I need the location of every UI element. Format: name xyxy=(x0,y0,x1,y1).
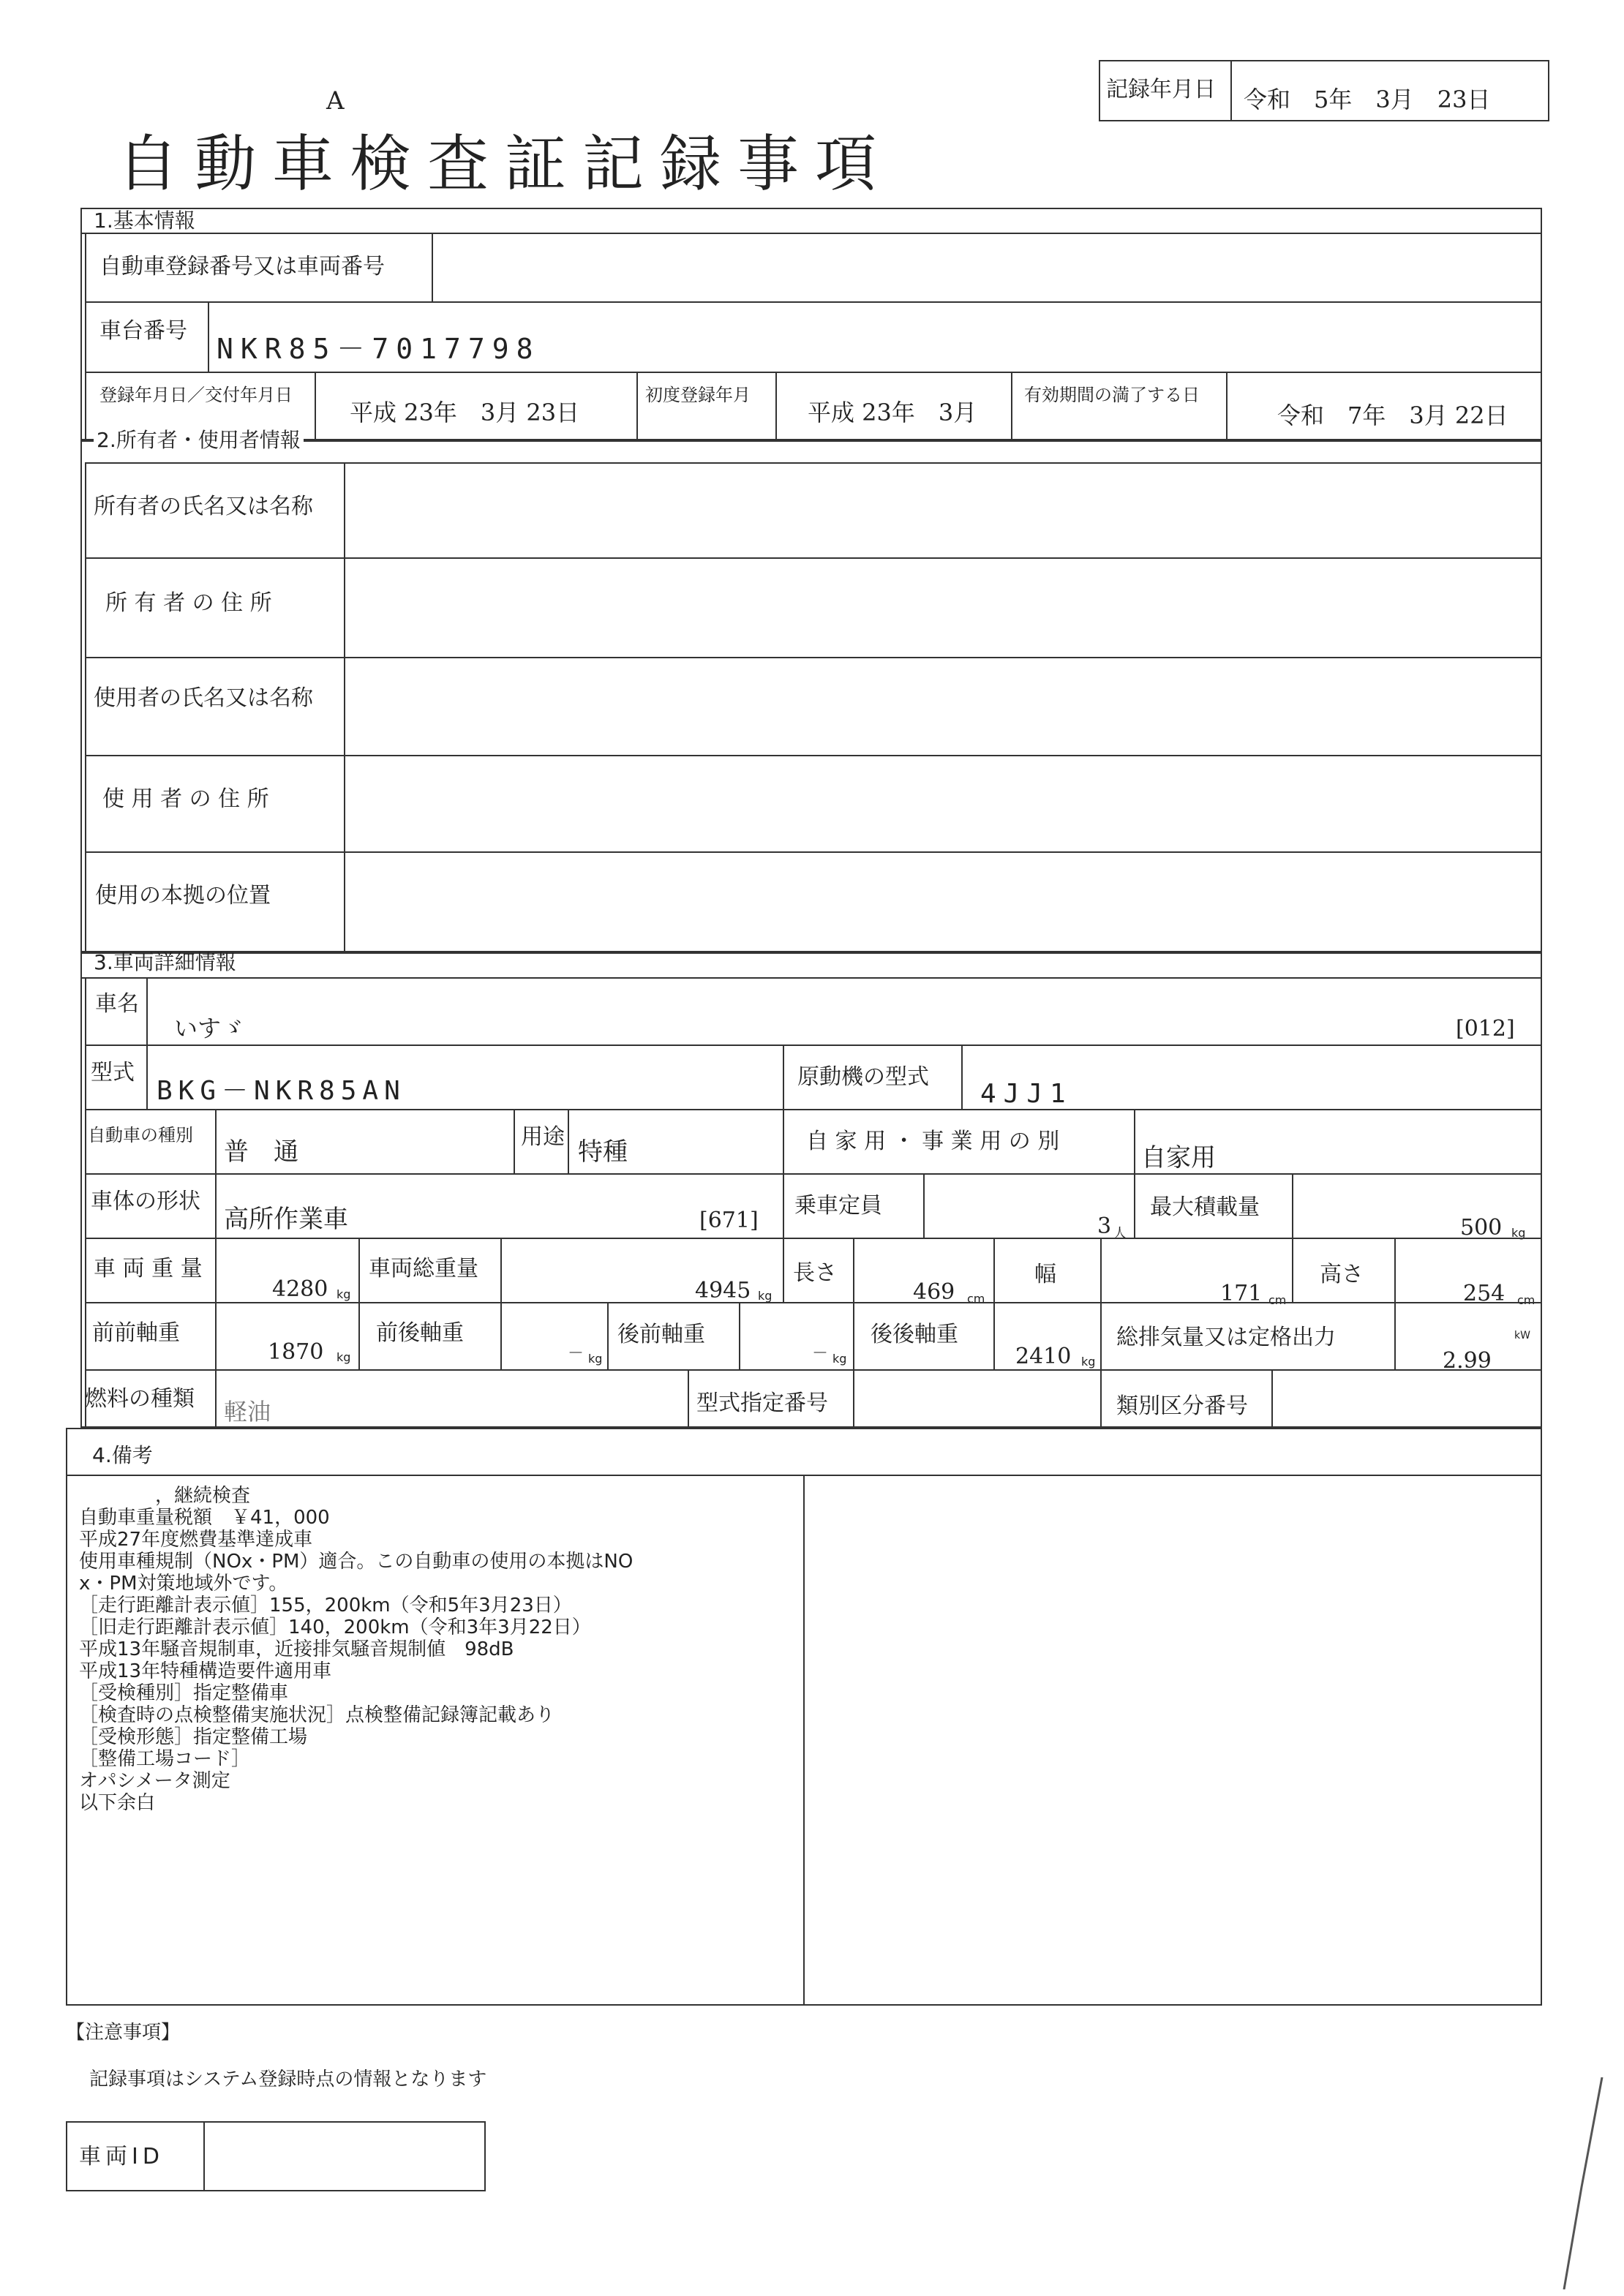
use-value: 特種 xyxy=(578,1137,628,1167)
length-unit: cm xyxy=(967,1292,985,1306)
width-label: 幅 xyxy=(1034,1262,1056,1287)
length-value: 469 xyxy=(913,1279,955,1305)
weight-value: 4280 xyxy=(272,1276,328,1302)
type-value: 普 通 xyxy=(224,1137,298,1167)
use-label: 用途 xyxy=(521,1124,565,1150)
owner-name-label: 所有者の氏名又は名称 xyxy=(94,494,313,519)
engine-label: 原動機の型式 xyxy=(797,1064,929,1090)
notes-heading: 【注意事項】 xyxy=(66,2022,181,2044)
height-unit: cm xyxy=(1517,1293,1535,1307)
rr-axle-label: 後後軸重 xyxy=(871,1322,958,1347)
type-label: 自動車の種別 xyxy=(88,1125,193,1145)
vehicle-section-label: 3.車両詳細情報 xyxy=(94,950,236,974)
width-unit: cm xyxy=(1268,1293,1287,1307)
capacity-unit: 人 xyxy=(1113,1226,1127,1241)
user-address-label: 使 用 者 の 住 所 xyxy=(102,786,269,812)
base-location-label: 使用の本拠の位置 xyxy=(95,883,271,908)
owner-section-label: 2.所有者・使用者情報 xyxy=(94,430,304,451)
max-load-label: 最大積載量 xyxy=(1150,1194,1260,1220)
gross-unit: kg xyxy=(758,1289,772,1303)
ff-axle-label: 前前軸重 xyxy=(92,1320,180,1346)
body-code: [671] xyxy=(699,1208,759,1233)
remarks-section-label: 4.備考 xyxy=(92,1443,153,1467)
fuel-value: 軽油 xyxy=(224,1398,271,1426)
gross-label: 車両総重量 xyxy=(369,1256,478,1281)
fr-axle-unit: kg xyxy=(588,1352,603,1366)
private-label: 自 家 用 ・ 事 業 用 の 別 xyxy=(806,1129,1060,1154)
displacement-value: 2.99 xyxy=(1443,1348,1492,1374)
fr-axle-value: － xyxy=(568,1344,584,1363)
height-label: 高さ xyxy=(1320,1262,1364,1287)
reg-number-label: 自動車登録番号又は車両番号 xyxy=(99,254,385,279)
fuel-label: 燃料の種類 xyxy=(85,1386,195,1412)
type-designation-label: 型式指定番号 xyxy=(696,1390,828,1416)
user-name-label: 使用者の氏名又は名称 xyxy=(94,685,313,711)
category-label: 類別区分番号 xyxy=(1116,1393,1248,1419)
basic-section-label: 1.基本情報 xyxy=(94,208,195,233)
weight-unit: kg xyxy=(337,1287,351,1301)
remarks-text: ，継続検査 自動車重量税額 ￥41，000 平成27年度燃費基準達成車 使用車種規制（NOx・PM）適合。この自動車の使用の本拠はNO x・PM対策地域外です。 ［走行距離計表示値］155，200km（令和5年3月23日） ［旧走行距離計表示値］140，200km（令和3年3月22日） 平成13年騒音規制車，近接排気騒音規制値 98dB 平成13年特種構造要件適用車 ［受検種別］指定整備車 ［検査時の点検整備実施状況］点検整備記録簿記載あり ［受検形態］指定整備工場 ［整備工場コード］ オパシメータ測定 以下余白 xyxy=(79,1485,634,1814)
ff-axle-value: 1870 xyxy=(268,1339,324,1365)
weight-label: 車 両 重 量 xyxy=(94,1256,203,1281)
rr-axle-value: 2410 xyxy=(1015,1344,1072,1369)
displacement-unit: kW xyxy=(1514,1330,1530,1341)
scan-edge-mark xyxy=(1551,2077,1609,2289)
rf-axle-label: 後前軸重 xyxy=(617,1322,705,1347)
document-title: 自動車検査証記録事項 xyxy=(117,128,893,200)
body-value: 高所作業車 xyxy=(224,1205,348,1234)
engine-value: 4JJ1 xyxy=(980,1079,1073,1109)
record-date-value: 令和 5年 3月 23日 xyxy=(1244,86,1491,113)
body-label: 車体の形状 xyxy=(91,1189,200,1214)
ff-axle-unit: kg xyxy=(337,1350,351,1364)
rr-axle-unit: kg xyxy=(1081,1355,1096,1369)
capacity-label: 乗車定員 xyxy=(794,1193,882,1219)
gross-value: 4945 xyxy=(695,1278,751,1303)
maker-label: 車名 xyxy=(95,991,139,1017)
owner-address-label: 所 有 者 の 住 所 xyxy=(105,590,272,616)
chassis-label: 車台番号 xyxy=(99,318,187,344)
width-value: 171 xyxy=(1220,1281,1263,1306)
capacity-value: 3 xyxy=(1097,1213,1112,1239)
fr-axle-label: 前後軸重 xyxy=(376,1320,464,1346)
model-value: BKG－NKR85AN xyxy=(157,1076,406,1106)
maker-value: いすゞ xyxy=(174,1015,245,1042)
reg-date-value: 平成 23年 3月 23日 xyxy=(350,399,580,426)
chassis-value: NKR85－7017798 xyxy=(217,333,541,365)
length-label: 長さ xyxy=(793,1260,837,1286)
vehicle-id-label: 車両ID xyxy=(79,2144,164,2169)
first-reg-value: 平成 23年 3月 xyxy=(808,399,977,426)
document-mark: A xyxy=(326,86,345,116)
maker-code: [012] xyxy=(1456,1016,1515,1042)
displacement-label: 総排気量又は定格出力 xyxy=(1116,1325,1336,1350)
rf-axle-unit: kg xyxy=(832,1352,847,1366)
max-load-value: 500 xyxy=(1460,1215,1503,1241)
rf-axle-value: － xyxy=(812,1344,829,1363)
expiry-value: 令和 7年 3月 22日 xyxy=(1277,402,1508,429)
private-value: 自家用 xyxy=(1141,1143,1216,1173)
expiry-label: 有効期間の満了する日 xyxy=(1024,385,1200,405)
max-load-unit: kg xyxy=(1511,1226,1526,1240)
reg-date-label: 登録年月日／交付年月日 xyxy=(99,385,293,405)
record-date-label: 記録年月日 xyxy=(1106,77,1216,102)
notes-text: 記録事項はシステム登録時点の情報となります xyxy=(89,2069,487,2090)
model-label: 型式 xyxy=(91,1060,135,1085)
first-reg-label: 初度登録年月 xyxy=(645,385,751,405)
height-value: 254 xyxy=(1463,1281,1505,1306)
